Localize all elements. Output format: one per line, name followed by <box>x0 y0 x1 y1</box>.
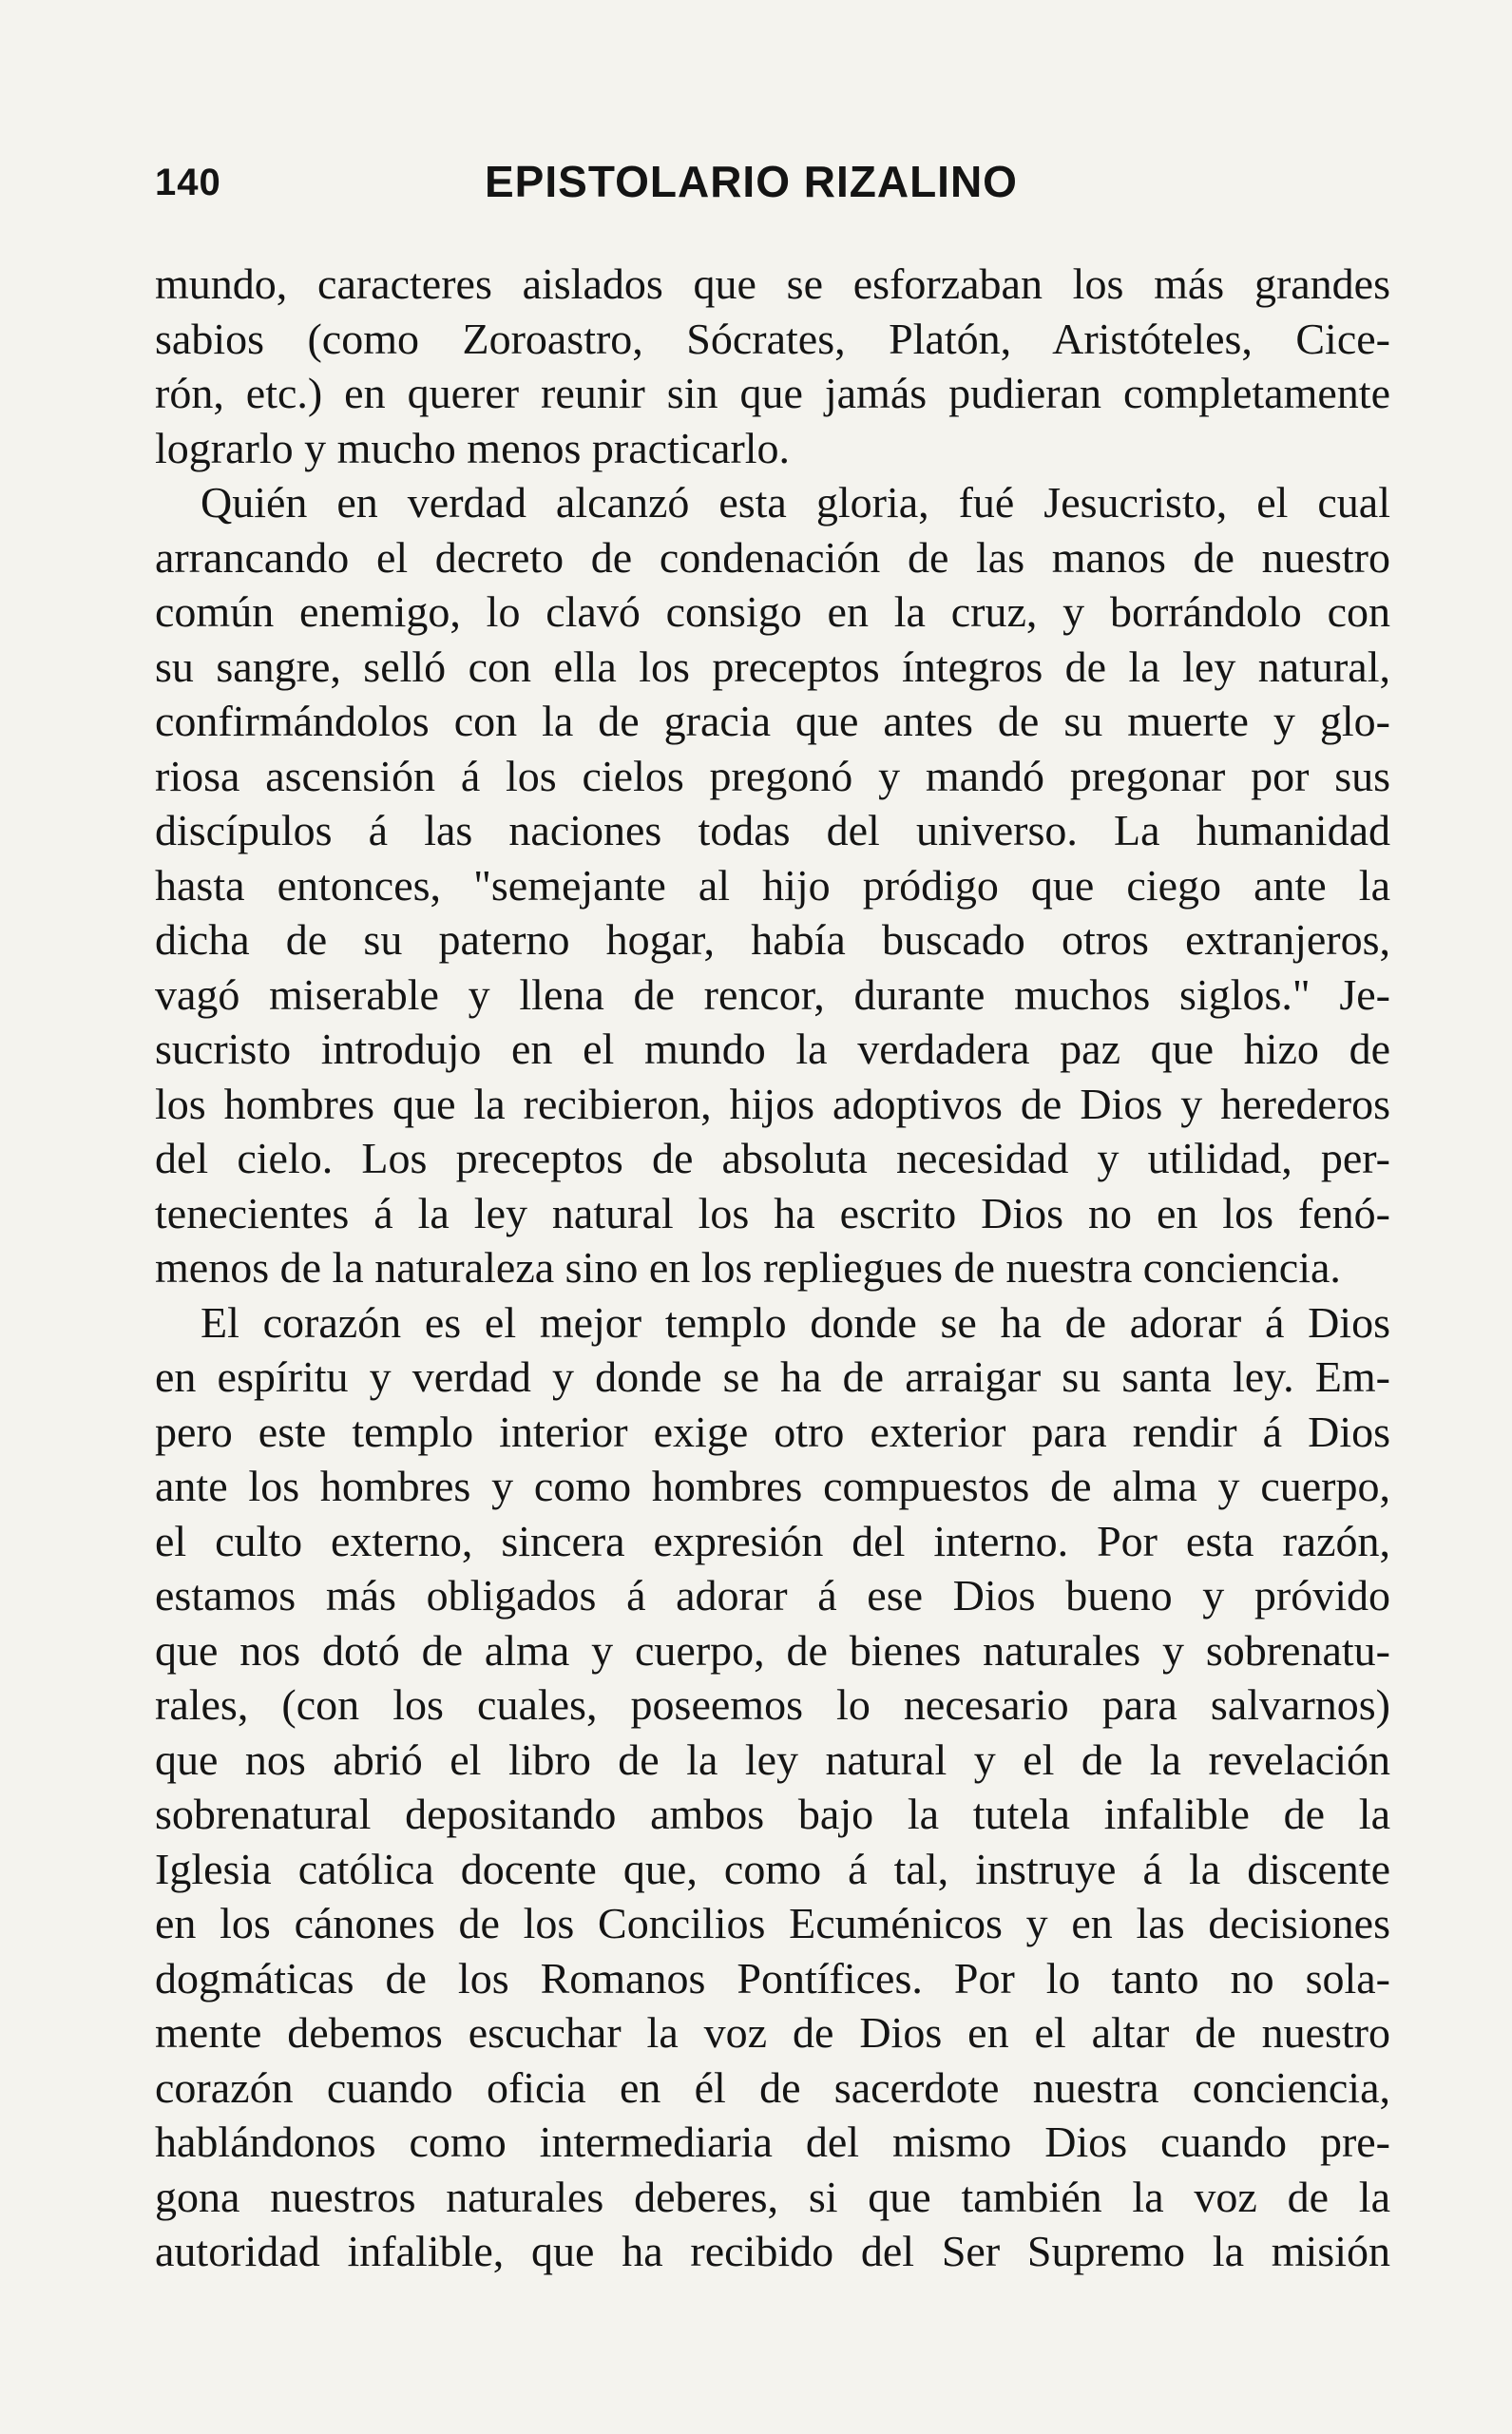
text-line: los hombres que la recibieron, hijos adoptivos de Dios y herederos <box>155 1079 1390 1128</box>
text-line: vagó miserable y llena de rencor, durante muchos siglos." Je- <box>155 969 1390 1019</box>
text-line: lograrlo y mucho menos practicarlo. <box>155 423 791 472</box>
text-line: El corazón es el mejor templo donde se ha de adorar á Dios <box>201 1297 1390 1347</box>
text-line: mundo, caracteres aislados que se esforzaban los más grandes <box>155 259 1390 308</box>
text-line: arrancando el decreto de condenación de las manos de nuestro <box>155 532 1390 582</box>
text-line: rón, etc.) en querer reunir sin que jamás pudieran completamente <box>155 369 1390 417</box>
text-line: Quién en verdad alcanzó esta gloria, fué Jesucristo, el cual <box>201 478 1390 527</box>
text-line: que nos abrió el libro de la ley natural y el de la revelación <box>155 1734 1390 1784</box>
running-title: EPISTOLARIO RIZALINO <box>485 157 1018 206</box>
text-line: riosa ascensión á los cielos pregonó y mandó pregonar por sus <box>155 751 1390 800</box>
text-line: del cielo. Los preceptos de absoluta necesidad y utilidad, per- <box>155 1134 1390 1182</box>
text-line: tenecientes á la ley natural los ha escrito Dios no en los fenó- <box>155 1188 1390 1237</box>
text-line: estamos más obligados á adorar á ese Dios bueno y próvido <box>155 1571 1390 1619</box>
text-line: confirmándolos con la de gracia que antes de su muerte y glo- <box>155 697 1390 745</box>
body-text <box>155 257 1390 2279</box>
text-line: sabios (como Zoroastro, Sócrates, Platón, Aristóteles, Cice- <box>155 314 1390 363</box>
text-line: que nos dotó de alma y cuerpo, de bienes naturales y sobrenatu- <box>155 1625 1390 1675</box>
page-header <box>155 152 1390 219</box>
text-line: pero este templo interior exige otro exterior para rendir á Dios <box>155 1407 1390 1456</box>
text-line: hasta entonces, "semejante al hijo pródigo que ciego ante la <box>155 860 1390 910</box>
text-line: su sangre, selló con ella los preceptos íntegros de la ley natural, <box>155 642 1390 691</box>
text-line: rales, (con los cuales, poseemos lo necesario para salvarnos) <box>155 1680 1390 1729</box>
text-line: Iglesia católica docente que, como á tal, instruye á la discente <box>155 1844 1390 1893</box>
text-line: mente debemos escuchar la voz de Dios en el altar de nuestro <box>155 2008 1390 2057</box>
text-line: menos de la naturaleza sino en los repliegues de nuestra conciencia. <box>155 1243 1341 1292</box>
text-line: gona nuestros naturales deberes, si que también la voz de la <box>155 2172 1390 2221</box>
page-number: 140 <box>155 162 221 203</box>
text-line: corazón cuando oficia en él de sacerdote nuestra conciencia, <box>155 2062 1390 2112</box>
text-line: autoridad infalible, que ha recibido del Ser Supremo la misión <box>155 2227 1390 2275</box>
text-line: en espíritu y verdad y donde se ha de arraigar su santa ley. Em- <box>155 1352 1390 1401</box>
text-line: en los cánones de los Concilios Ecuménicos y en las decisiones <box>155 1899 1390 1947</box>
text-line: discípulos á las naciones todas del universo. La humanidad <box>155 806 1390 854</box>
text-line: sucristo introdujo en el mundo la verdadera paz que hizo de <box>155 1025 1390 1073</box>
text-line: dicha de su paterno hogar, había buscado otros extranjeros, <box>155 915 1390 964</box>
text-line: común enemigo, lo clavó consigo en la cruz, y borrándolo con <box>155 587 1390 636</box>
text-line: sobrenatural depositando ambos bajo la tutela infalible de la <box>155 1790 1390 1838</box>
text-line: hablándonos como intermediaria del mismo Dios cuando pre- <box>155 2118 1390 2166</box>
text-line: dogmáticas de los Romanos Pontífices. Por lo tanto no sola- <box>155 1953 1390 2003</box>
text-line: ante los hombres y como hombres compuestos de alma y cuerpo, <box>155 1462 1390 1510</box>
text-line: el culto externo, sincera expresión del interno. Por esta razón, <box>155 1516 1390 1565</box>
